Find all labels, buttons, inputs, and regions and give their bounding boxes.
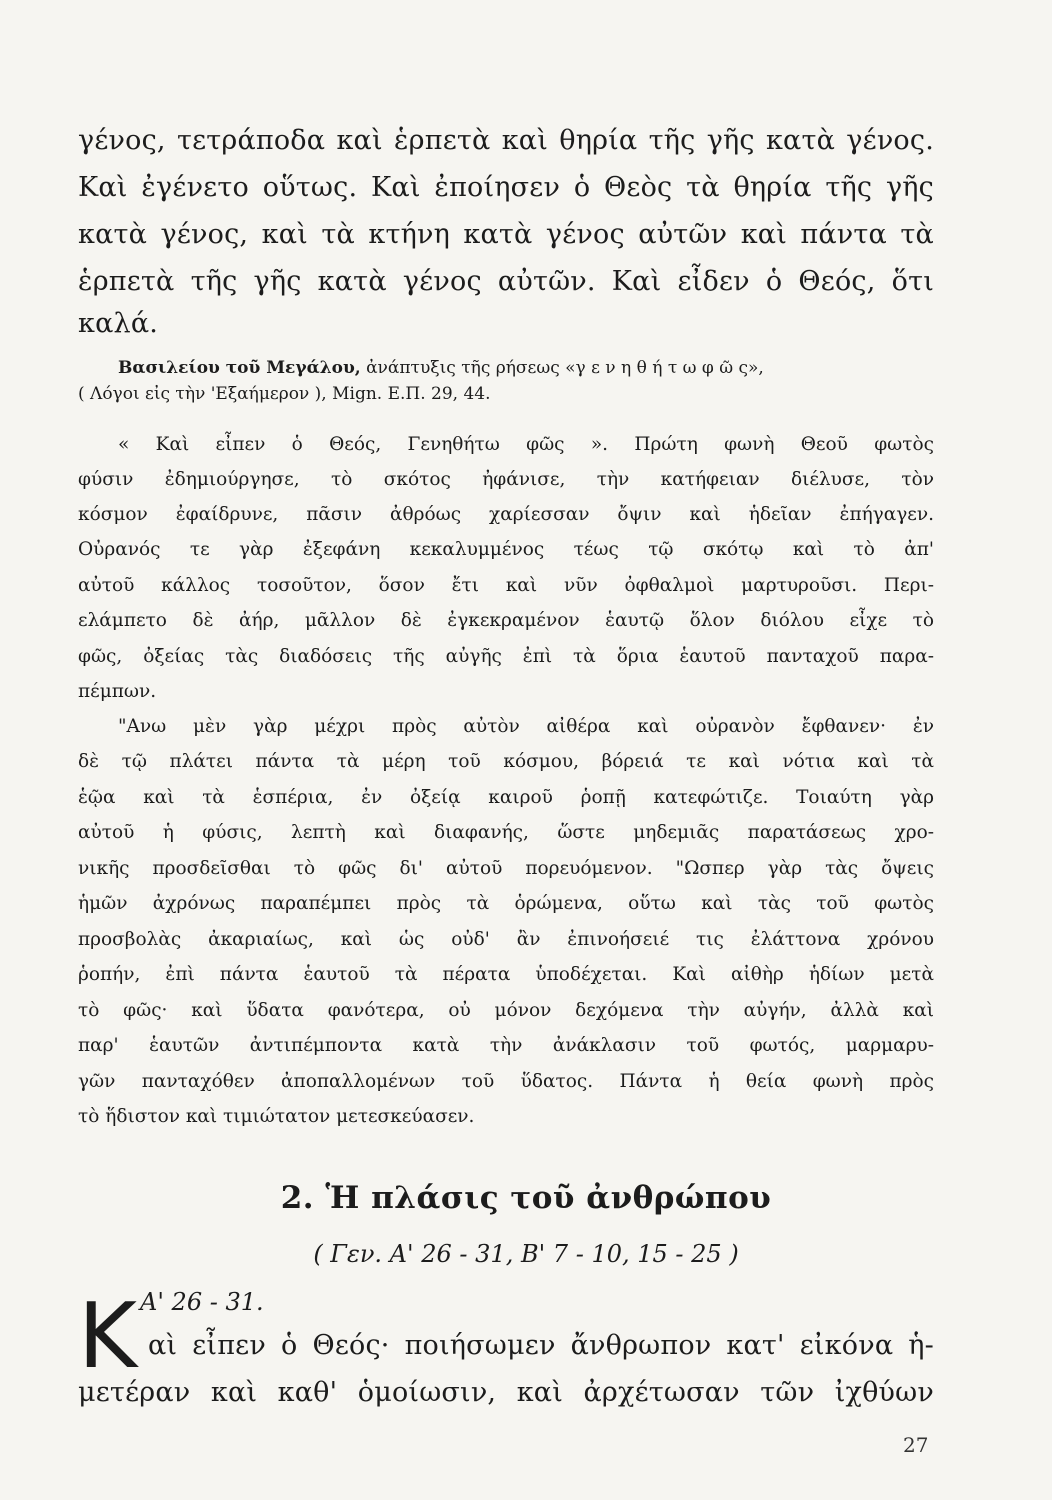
text-line: νικῆς προσδεῖσθαι τὸ φῶς δι' αὐτοῦ πορευόμενον. "Ωσπερ γὰρ τὰς ὄψεις (78, 858, 934, 879)
citation-text: ἀνάπτυξις τῆς ρήσεως «γ ε ν η θ ή τ ω φ ῶ ς», (360, 358, 764, 378)
text-line: προσβολὰς ἀκαριαίως, καὶ ὡς οὐδ' ἂν ἐπινοήσειέ τις ἐλάττονα χρόνου (78, 929, 934, 950)
text-line: παρ' ἑαυτῶν ἀντιπέμποντα κατὰ τὴν ἀνάκλασιν τοῦ φωτός, μαρμαρυ- (78, 1035, 934, 1056)
text-line: αὐτοῦ ἡ φύσις, λεπτὴ καὶ διαφανής, ὥστε μηδεμιᾶς παρατάσεως χρο- (78, 822, 934, 843)
section-heading: 2. Ἡ πλάσις τοῦ ἀνθρώπου (280, 1180, 772, 1216)
text-line: δὲ τῷ πλάτει πάντα τὰ μέρη τοῦ κόσμου, βόρειά τε καὶ νότια καὶ τὰ (78, 751, 934, 772)
text-line: ἑῷα καὶ τὰ ἑσπέρια, ἐν ὀξείᾳ καιροῦ ῥοπῇ κατεφώτιζε. Τοιαύτη γὰρ (78, 787, 934, 808)
text-line: φῶς, ὀξείας τὰς διαδόσεις τῆς αὐγῆς ἐπὶ τὰ ὅρια ἑαυτοῦ πανταχοῦ παρα- (78, 646, 934, 667)
drop-cap: Κ (78, 1284, 138, 1389)
text-line: "Ανω μὲν γὰρ μέχρι πρὸς αὐτὸν αἰθέρα καὶ οὐρανὸν ἔφθανεν· ἐν (118, 716, 934, 737)
text-line: γῶν πανταχόθεν ἀποπαλλομένων τοῦ ὕδατος. Πάντα ἡ θεία φωνὴ πρὸς (78, 1071, 934, 1092)
page-number: 27 (903, 1433, 929, 1457)
text-line: φύσιν ἐδημιούργησε, τὸ σκότος ἠφάνισε, τὴν κατήφειαν διέλυσε, τὸν (78, 469, 934, 490)
text-line: τὸ φῶς· καὶ ὕδατα φανότερα, οὐ μόνον δεχόμενα τὴν αὐγήν, ἀλλὰ καὶ (78, 1000, 934, 1021)
text-line: « Καὶ εἶπεν ὁ Θεός, Γενηθήτω φῶς ». Πρώτη φωνὴ Θεοῦ φωτὸς (118, 434, 934, 455)
text-line: ῥοπήν, ἐπὶ πάντα ἑαυτοῦ τὰ πέρατα ὑποδέχεται. Καὶ αἰθὴρ ἡδίων μετὰ (78, 964, 934, 985)
text-line: γένος, τετράποδα καὶ ἑρπετὰ καὶ θηρία τῆς γῆς κατὰ γένος. (78, 125, 934, 156)
verse-reference: Α' 26 - 31. (140, 1288, 264, 1316)
text-line: ἡμῶν ἀχρόνως παραπέμπει πρὸς τὰ ὁρώμενα, οὕτω καὶ τὰς τοῦ φωτὸς (78, 893, 934, 914)
text-line: Οὐρανός τε γὰρ ἐξεφάνη κεκαλυμμένος τέως τῷ σκότῳ καὶ τὸ ἀπ' (78, 539, 934, 560)
text-line: πέμπων. (78, 681, 157, 702)
text-line: αὶ εἶπεν ὁ Θεός· ποιήσωμεν ἄνθρωπον κατ' εἰκόνα ἡ- (148, 1330, 934, 1361)
citation-source: ( Λόγοι εἰς τὴν 'Εξαήμερον ), Mign. Ε.Π. 29, 44. (78, 384, 491, 404)
text-line: τὸ ἥδιστον καὶ τιμιώτατον μετεσκεύασεν. (78, 1106, 475, 1127)
text-line: κατὰ γένος, καὶ τὰ κτήνη κατὰ γένος αὐτῶν καὶ πάντα τὰ (78, 219, 934, 250)
text-line: αὐτοῦ κάλλος τοσοῦτον, ὅσον ἔτι καὶ νῦν ὀφθαλμοὶ μαρτυροῦσι. Περι- (78, 575, 934, 596)
text-line: μετέραν καὶ καθ' ὁμοίωσιν, καὶ ἀρχέτωσαν τῶν ἰχθύων (78, 1377, 934, 1408)
text-line: ελάμπετο δὲ ἀήρ, μᾶλλον δὲ ἐγκεκραμένον ἑαυτῷ ὅλον διόλου εἶχε τὸ (78, 610, 934, 631)
citation-author: Βασιλείου τοῦ Μεγάλου, (118, 358, 361, 378)
section-subheading: ( Γεν. Α' 26 - 31, Β' 7 - 10, 15 - 25 ) (313, 1240, 739, 1268)
text-line: ἑρπετὰ τῆς γῆς κατὰ γένος αὐτῶν. Καὶ εἶδεν ὁ Θεός, ὅτι (78, 266, 934, 297)
citation-line (118, 358, 764, 378)
text-line: Καὶ ἐγένετο οὕτως. Καὶ ἐποίησεν ὁ Θεὸς τὰ θηρία τῆς γῆς (78, 172, 934, 203)
text-line: κόσμον ἐφαίδρυνε, πᾶσιν ἀθρόως χαρίεσσαν ὄψιν καὶ ἡδεῖαν ἐπήγαγεν. (78, 504, 934, 525)
text-line: καλά. (78, 308, 159, 339)
